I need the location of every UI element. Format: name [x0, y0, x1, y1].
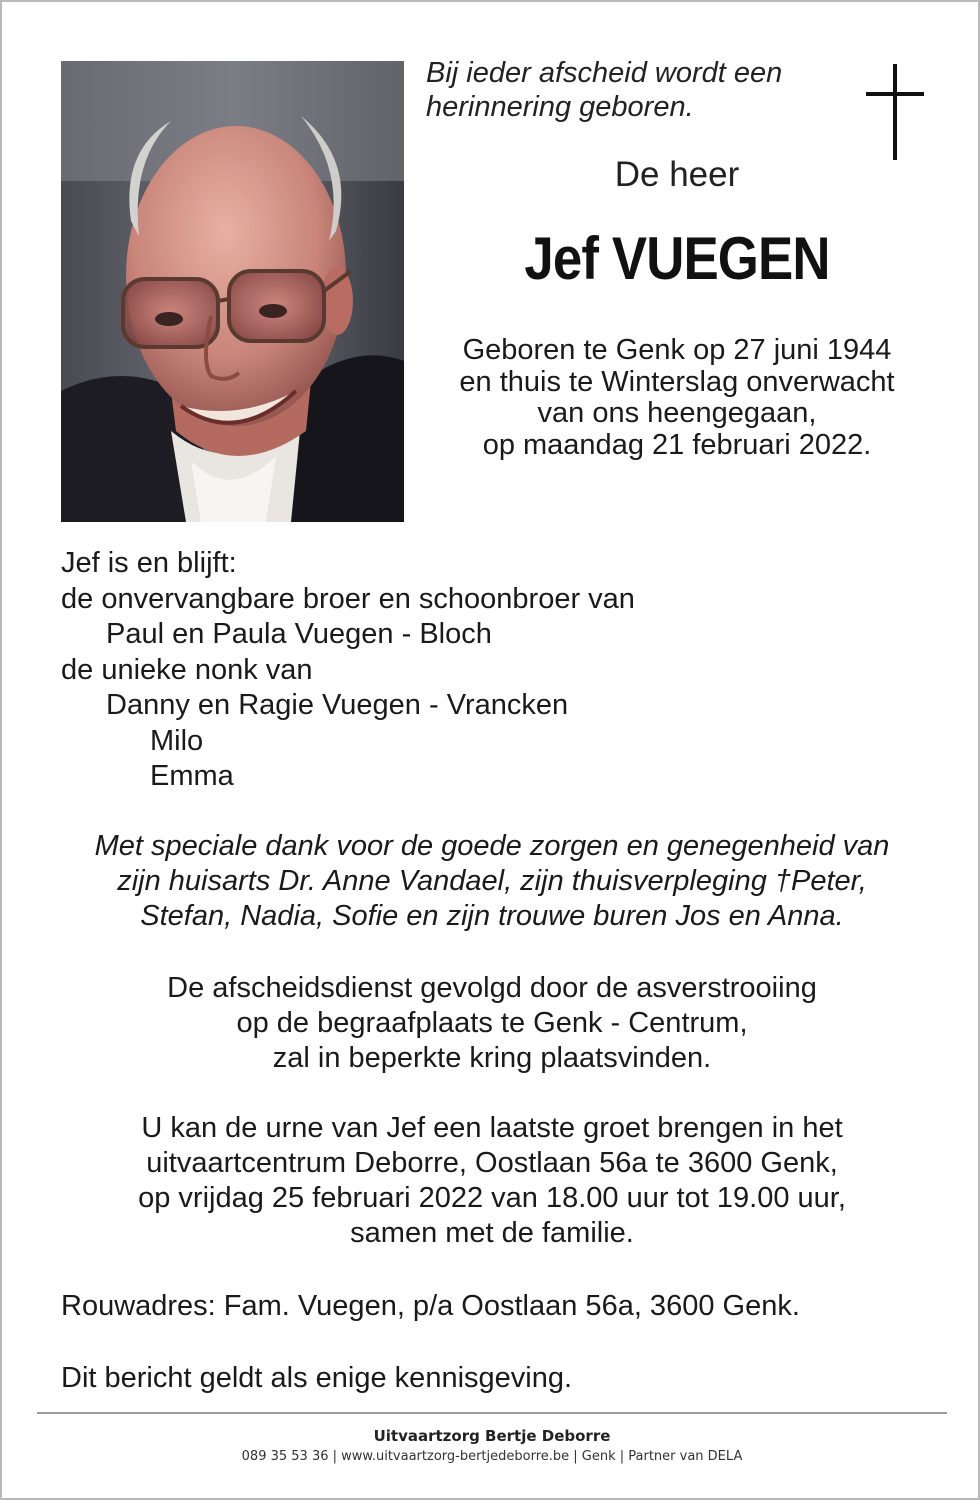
- family-member: Emma: [150, 760, 234, 792]
- family-member: Danny en Ragie Vuegen - Vrancken: [106, 689, 569, 721]
- deceased-name: Jef VUEGEN: [524, 225, 830, 292]
- urn-line: samen met de familie.: [350, 1217, 634, 1249]
- mourning-address: Rouwadres: Fam. Vuegen, p/a Oostlaan 56a, 3600 Genk.: [61, 1290, 800, 1322]
- motto-line: herinnering geboren.: [426, 91, 694, 123]
- family-section: [61, 546, 941, 795]
- family-member: Paul en Paula Vuegen - Bloch: [106, 618, 492, 650]
- urn-visit-paragraph: [32, 1111, 952, 1251]
- motto: [426, 56, 846, 124]
- portrait-photo: [61, 61, 404, 522]
- thanks-line: zijn huisarts Dr. Anne Vandael, zijn thuisverpleging †Peter,: [117, 865, 867, 897]
- family-relation: de onvervangbare broer en schoonbroer van: [61, 582, 635, 615]
- thanks-paragraph: [32, 829, 952, 934]
- undertaker-name: Uitvaartzorg Bertje Deborre: [373, 1427, 611, 1445]
- cross-icon: [866, 64, 924, 160]
- thanks-line: Stefan, Nadia, Sofie en zijn trouwe buren Jos en Anna.: [140, 900, 844, 932]
- urn-line: uitvaartcentrum Deborre, Oostlaan 56a te 3600 Genk,: [146, 1147, 838, 1179]
- undertaker-contact: 089 35 53 36 | www.uitvaartzorg-bertjedeborre.be | Genk | Partner van DELA: [241, 1449, 743, 1464]
- birth-line: Geboren te Genk op 27 juni 1944: [462, 334, 892, 366]
- family-relation: de unieke nonk van: [61, 653, 313, 686]
- honorific: De heer: [614, 155, 740, 194]
- service-line: zal in beperkte kring plaatsvinden.: [272, 1042, 712, 1074]
- urn-line: op vrijdag 25 februari 2022 van 18.00 uur tot 19.00 uur,: [138, 1182, 846, 1214]
- birth-death-info: [422, 335, 932, 461]
- birth-line: en thuis te Winterslag onverwacht: [459, 365, 895, 398]
- portrait-image: [61, 61, 404, 522]
- urn-line: U kan de urne van Jef een laatste groet brengen in het: [141, 1112, 843, 1144]
- family-member: Milo: [150, 724, 204, 757]
- thanks-line: Met speciale dank voor de goede zorgen en genegenheid van: [94, 830, 890, 862]
- birth-line: op maandag 21 februari 2022.: [482, 428, 872, 461]
- service-paragraph: [32, 971, 952, 1076]
- motto-line: Bij ieder afscheid wordt een: [426, 57, 783, 89]
- notice-text: Dit bericht geldt als enige kennisgeving.: [61, 1362, 573, 1394]
- footer-divider: [37, 1412, 947, 1414]
- family-intro: Jef is en blijft:: [61, 547, 237, 579]
- service-line: op de begraafplaats te Genk - Centrum,: [236, 1007, 748, 1039]
- birth-line: van ons heengegaan,: [537, 397, 817, 429]
- service-line: De afscheidsdienst gevolgd door de asverstrooiing: [167, 972, 817, 1004]
